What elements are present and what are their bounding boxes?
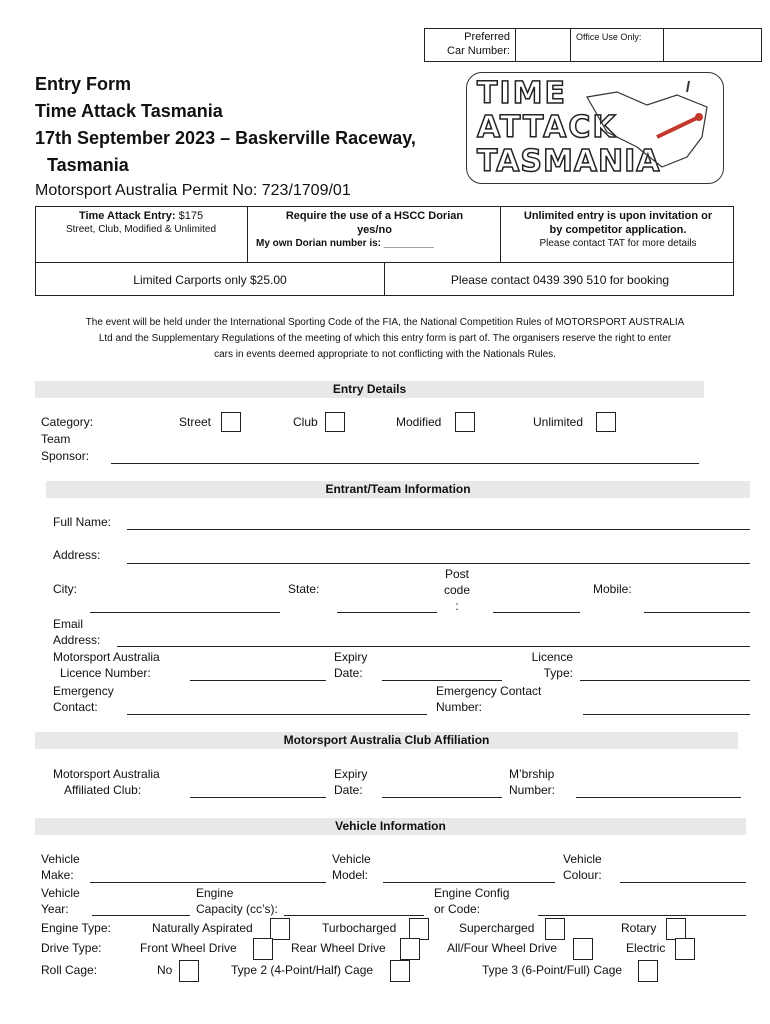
postcode-field[interactable] — [493, 612, 580, 613]
modified-label: Modified — [396, 415, 442, 429]
street-checkbox[interactable] — [221, 412, 241, 432]
state-field[interactable] — [337, 612, 437, 613]
awd-checkbox[interactable] — [573, 938, 593, 960]
event-location: Tasmania — [47, 155, 129, 175]
engine-config-label: Engine Config or Code: — [434, 886, 510, 916]
modified-checkbox[interactable] — [455, 412, 475, 432]
divider — [663, 28, 665, 62]
type2-cage-checkbox[interactable] — [390, 960, 410, 982]
electric-checkbox[interactable] — [675, 938, 695, 960]
intro-paragraph: The event will be held under the International Sporting Code of the FIA, the National Competition Rules of MOTORSPORT AUSTRALIA Ltd and the Supplementary Regulations of the meeting of which this entry form is part of. The organisers reserve the right to enter cars in events deemed appropriate to not conflicting with the Nationals Rules. — [85, 317, 685, 360]
event-title: Time Attack Tasmania — [35, 101, 223, 121]
vehicle-info-heading: Vehicle Information — [35, 818, 746, 835]
email-field[interactable] — [117, 646, 750, 647]
fwd-checkbox[interactable] — [253, 938, 273, 960]
naturally-aspirated-label: Naturally Aspirated — [152, 921, 253, 935]
emergency-contact-field[interactable] — [127, 714, 427, 715]
membership-number-label: M’brship Number: — [509, 767, 556, 797]
street-label: Street — [179, 415, 212, 429]
licence-number-label: Motorsport Australia Licence Number: — [53, 650, 160, 680]
engine-capacity-field[interactable] — [284, 915, 424, 916]
no-cage-checkbox[interactable] — [179, 960, 199, 982]
address-field[interactable] — [127, 563, 750, 564]
unlimited-checkbox[interactable] — [596, 412, 616, 432]
licence-type-field[interactable] — [580, 680, 750, 681]
office-use-label: Office Use Only: — [576, 32, 642, 42]
affiliated-club-field[interactable] — [190, 797, 326, 798]
unlimited-label: Unlimited — [533, 415, 584, 429]
no-cage-label: No — [157, 963, 173, 977]
vehicle-year-field[interactable] — [92, 915, 190, 916]
category-label: Category: — [41, 415, 94, 429]
turbocharged-checkbox[interactable] — [409, 918, 429, 940]
fwd-label: Front Wheel Drive — [140, 941, 237, 955]
city-field[interactable] — [90, 612, 280, 613]
address-label: Address: — [53, 548, 101, 562]
entry-details-heading: Entry Details — [35, 381, 704, 398]
supercharged-label: Supercharged — [459, 921, 535, 935]
type3-cage-label: Type 3 (6-Point/Full) Cage — [482, 963, 623, 977]
entrant-heading: Entrant/Team Information — [46, 481, 750, 498]
time-attack-entry-cell: Time Attack Entry: $175 Street, Club, Modified & Unlimited — [65, 210, 217, 235]
engine-type-label: Engine Type: — [41, 921, 111, 935]
awd-label: All/Four Wheel Drive — [447, 941, 558, 955]
membership-number-field[interactable] — [576, 797, 741, 798]
emergency-contact-label: Emergency Contact: — [53, 684, 114, 714]
event-date-venue: 17th September 2023 – Baskerville Raceway, — [35, 128, 416, 148]
vehicle-colour-label: Vehicle Colour: — [563, 852, 602, 882]
city-label: City: — [53, 582, 77, 596]
team-label: Team — [41, 432, 71, 446]
vehicle-year-label: Vehicle Year: — [41, 886, 80, 916]
vehicle-colour-field[interactable] — [620, 882, 746, 883]
club-expiry-label: Expiry Date: — [334, 767, 368, 797]
naturally-aspirated-checkbox[interactable] — [270, 918, 290, 940]
rotary-checkbox[interactable] — [666, 918, 686, 940]
vehicle-model-label: Vehicle Model: — [332, 852, 371, 882]
engine-capacity-label: Engine Capacity (cc’s): — [196, 886, 278, 916]
dorian-cell: Require the use of a HSCC Dorian yes/no My own Dorian number is: _________ — [256, 210, 464, 249]
licence-type-label: Licence Type: — [531, 650, 573, 680]
carports-cell: Limited Carports only $25.00 — [133, 273, 287, 287]
type3-cage-checkbox[interactable] — [638, 960, 658, 982]
licence-expiry-label: Expiry Date: — [334, 650, 368, 680]
preferred-label: Preferred Car Number: — [447, 31, 510, 57]
supercharged-checkbox[interactable] — [545, 918, 565, 940]
rotary-label: Rotary — [621, 921, 657, 935]
state-label: State: — [288, 582, 320, 596]
emergency-number-label: Emergency Contact Number: — [436, 684, 542, 714]
type2-cage-label: Type 2 (4-Point/Half) Cage — [231, 963, 374, 977]
vehicle-make-label: Vehicle Make: — [41, 852, 80, 882]
email-label: Email Address: — [53, 617, 101, 647]
permit-number: Motorsport Australia Permit No: 723/1709/01 — [35, 182, 351, 199]
preferred-car-number-field[interactable] — [515, 28, 571, 62]
mobile-field[interactable] — [644, 612, 750, 613]
club-affiliation-heading: Motorsport Australia Club Affiliation — [35, 732, 738, 749]
engine-config-field[interactable] — [538, 915, 746, 916]
electric-label: Electric — [626, 941, 666, 955]
club-label: Club — [293, 415, 318, 429]
rwd-label: Rear Wheel Drive — [291, 941, 386, 955]
vehicle-make-field[interactable] — [90, 882, 326, 883]
turbocharged-label: Turbocharged — [322, 921, 397, 935]
club-expiry-field[interactable] — [382, 797, 502, 798]
vehicle-model-field[interactable] — [383, 882, 555, 883]
booking-contact-cell: Please contact 0439 390 510 for booking — [450, 273, 670, 287]
affiliated-club-label: Motorsport Australia Affiliated Club: — [53, 767, 160, 797]
club-checkbox[interactable] — [325, 412, 345, 432]
roll-cage-label: Roll Cage: — [41, 963, 98, 977]
gauge-needle-icon — [577, 77, 717, 177]
licence-number-field[interactable] — [190, 680, 326, 681]
unlimited-cell: Unlimited entry is upon invitation or by competitor application. Please contact TAT for more details — [523, 210, 713, 249]
full-name-field[interactable] — [127, 529, 750, 530]
drive-type-label: Drive Type: — [41, 941, 102, 955]
form-title: Entry Form — [35, 74, 132, 94]
postcode-label: Post code : — [443, 567, 471, 613]
licence-expiry-field[interactable] — [382, 680, 502, 681]
emergency-number-field[interactable] — [583, 714, 750, 715]
rwd-checkbox[interactable] — [400, 938, 420, 960]
sponsor-label: Sponsor: — [41, 449, 90, 463]
time-attack-logo: TIME ATTACK TASMANIA — [466, 72, 724, 184]
mobile-label: Mobile: — [593, 582, 632, 596]
team-sponsor-field[interactable] — [111, 463, 699, 464]
full-name-label: Full Name: — [53, 515, 112, 529]
